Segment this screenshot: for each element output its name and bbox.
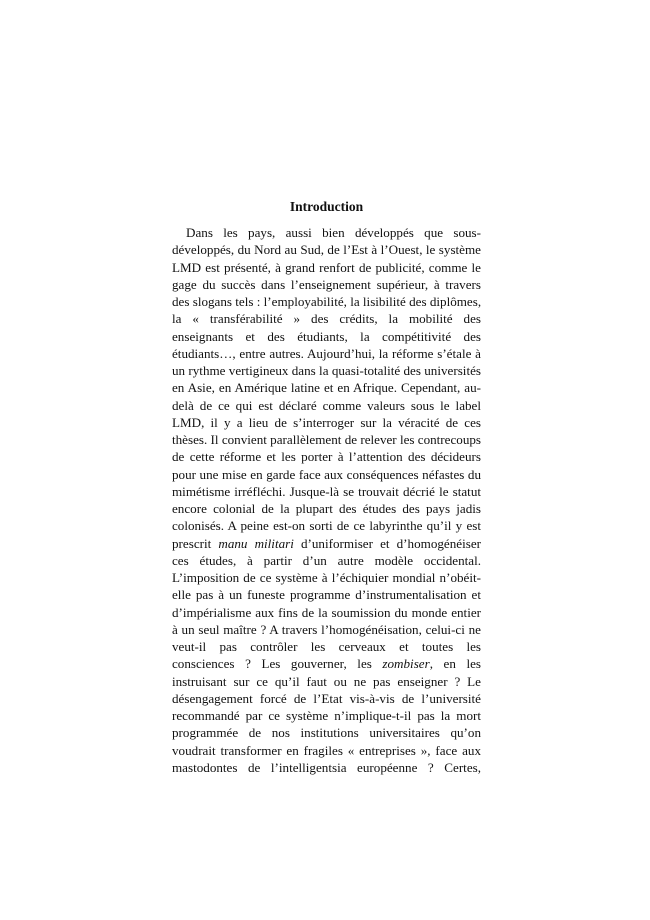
text-line: voudrait transformer en fragiles « entreprises », face aux bbox=[172, 742, 481, 758]
text-line: colonisés. A peine est-on sorti de ce labyrinthe qu’il y est bbox=[172, 518, 481, 534]
text-line: LMD, il y a lieu de s’interroger sur la véracité de ces bbox=[172, 414, 481, 430]
section-title: Introduction bbox=[289, 199, 364, 214]
text-line: delà de ce qui est déclaré comme valeurs sous le label bbox=[172, 397, 481, 413]
text-line: mastodontes de l’intelligentsia européenne ? Certes, bbox=[172, 759, 481, 775]
text-line: L’imposition de ce système à l’échiquier mondial n’obéit- bbox=[172, 570, 481, 585]
text-line: de cette réforme et les porter à l’attention des décideurs bbox=[172, 449, 481, 465]
italic-term: zombiser bbox=[382, 656, 430, 672]
page-content bbox=[172, 198, 481, 776]
text-line: LMD est présenté, à grand renfort de publicité, comme le bbox=[172, 259, 481, 275]
text-line: pour une mise en garde face aux conséquences néfastes du bbox=[172, 466, 481, 482]
text-line: encore colonial de la plupart des études des pays jadis bbox=[172, 501, 481, 516]
text-line: veut-il pas contrôler les cerveaux et toutes les bbox=[172, 639, 481, 654]
text-line: programmée de nos institutions universitaires qu’on bbox=[172, 725, 481, 741]
text-line: gage du succès dans l’enseignement supérieur, à travers bbox=[172, 276, 481, 292]
text-line: Dans les pays, aussi bien développés que sous- bbox=[186, 225, 481, 240]
italic-term: manu militari bbox=[218, 535, 294, 551]
text-line: en Asie, en Amérique latine et en Afrique. Cependant, au- bbox=[172, 380, 481, 396]
text-line: à un seul maître ? A travers l’homogénéisation, celui-ci ne bbox=[172, 621, 481, 637]
text-line: un rythme vertigineux dans la quasi-totalité des universités bbox=[172, 363, 481, 378]
text-line: ces études, à partir d’un autre modèle occidental. bbox=[172, 552, 481, 568]
body-paragraph bbox=[172, 224, 481, 776]
text-line: mimétisme irréfléchi. Jusque-là se trouvait décrié le statut bbox=[172, 483, 481, 499]
text-line: thèses. Il convient parallèlement de relever les contrecoups bbox=[172, 432, 482, 447]
text-line: instruisant sur ce qu’il faut ou ne pas enseigner ? Le bbox=[172, 673, 481, 689]
text-line: la « transférabilité » des crédits, la mobilité des bbox=[172, 311, 481, 327]
text-line: elle pas à un funeste programme d’instrumentalisation et bbox=[172, 587, 481, 603]
text-line: consciences ? Les gouverner, les zombiser, en les bbox=[172, 656, 481, 672]
text-line: enseignants et des étudiants, la compétitivité des bbox=[172, 328, 481, 344]
text-line: développés, du Nord au Sud, de l’Est à l’Ouest, le système bbox=[172, 242, 481, 258]
text-line: étudiants…, entre autres. Aujourd’hui, la réforme s’étale à bbox=[172, 345, 481, 361]
text-line: des slogans tels : l’employabilité, la lisibilité des diplômes, bbox=[172, 294, 482, 309]
text-line: prescrit manu militari d’uniformiser et d’homogénéiser bbox=[172, 535, 481, 551]
text-line: désengagement forcé de l’Etat vis-à-vis de l’université bbox=[172, 690, 481, 706]
text-line: recommandé par ce système n’implique-t-il pas la mort bbox=[172, 708, 481, 723]
text-line: d’impérialisme aux fins de la soumission du monde entier bbox=[172, 604, 481, 620]
